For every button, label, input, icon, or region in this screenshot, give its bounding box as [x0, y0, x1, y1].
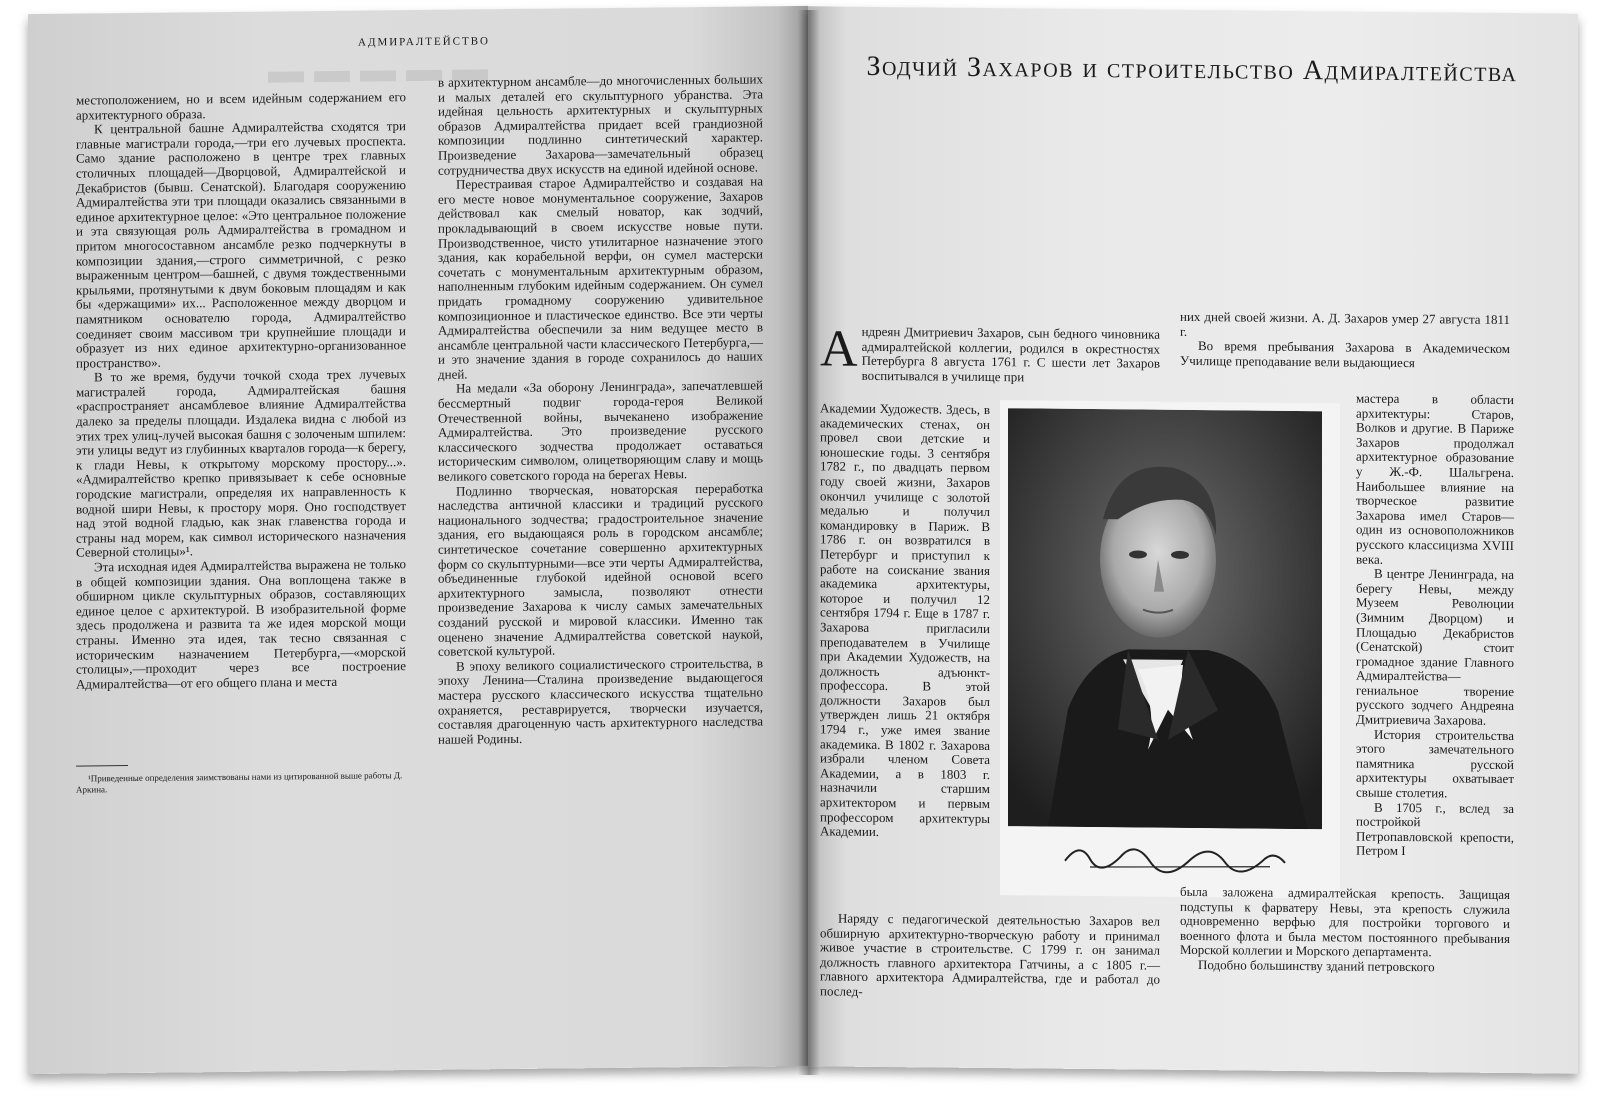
paragraph: История строительства этого замечательного памятника русской архитектуры охватывает свыше столетия. — [1356, 726, 1514, 801]
footnote: ¹Приведенные определения заимствованы нами из цитированной выше работы Д. Аркина. — [76, 770, 403, 795]
drop-cap: А — [820, 320, 858, 378]
paragraph: Подлинно творческая, новаторская переработка наследства античной классики и традиций русского национального зодчества; градостроительное значение здания, его выдающаяся роль в городском ансамбле; синтетическое сочетание совершенно архитектурных форм со скульптурными—все эти черты Адмиралтейства, объединенные глубокой идейной основой всего архитектурного замысла, позволяют отнести произведение Захарова к числу самых замечательных созданий русской и мировой классики. Именно так оценено значение Адмиралтейства советской наукой, советской культурой. — [438, 480, 763, 659]
paragraph: Наряду с педагогической деятельностью Захаров вел обширную архитектурно-творческую работу и принимал живое участие в строительстве. С 1799 г. он занимал должность главного архитектора Гатчины, а с 1805 г.—главного архитектора Адмиралтейства, где и работал до послед- — [820, 910, 1160, 999]
running-head: АДМИРАЛТЕЙСТВО — [358, 35, 491, 49]
paragraph: В 1705 г., вслед за постройкой Петропавловской крепости, Петром I — [1356, 799, 1514, 859]
portrait-image — [1008, 408, 1322, 829]
paragraph: Во время пребывания Захарова в Академическом Училище преподавание вели выдающиеся — [1180, 338, 1510, 370]
paragraph: В эпоху великого социалистического строительства, в эпоху Ленина—Сталина произведение выдающегося мастера русского классического искусства тщательно охраняется, реставрируется, творчески изучается, составляя драгоценную часть архитектурного наследства нашей Родины. — [438, 655, 763, 747]
open-book — [10, 10, 1590, 1085]
footnote-rule — [76, 765, 128, 767]
paragraph: На медали «За оборону Ленинграда», запечатлевшей бессмертный подвиг города-героя Великой Отечественной войны, вычеканено изображение Адмиралтейства. Это произведение русского классического зодчества продолжает оставаться историческим символом, олицетворяющим славу и мощь великого советского города на берегах Невы. — [438, 377, 763, 484]
portrait-plate — [1000, 400, 1340, 898]
bleed-through-text: ▬▬▬▬▬ — [258, 48, 488, 91]
paragraph: Эта исходная идея Адмиралтейства выражена не только в общей композиции здания. Она воплощена также в обширном цикле скульптурных образов, составляющих единое целое с архитектурой. В изобразительной форме здесь продолжена и развита та же идея морской мощи страны. Именно эта идея, так тесно связанная с историческим назначением Петербурга,—«морской столицы»,—проходит через все построение Адмиралтейства—от его общего плана и места — [76, 556, 406, 692]
paragraph: местоположением, но и всем идейным содержанием его архитектурного образа. — [76, 89, 406, 123]
paragraph: В то же время, будучи точкой схода трех лучевых магистралей города, Адмиралтейская башня «распространяет ансамблевое влияние Адмиралтейства далеко за пределы площади. Издалека видна с любой из этих трех улиц-лучей высокая башня с золоченым шпилем: эти улицы ведут из глубинных кварталов города—к берегу, к глади Невы, к открытому морскому простору...». «Адмиралтейство крепко привязывает к себе основные городские магистрали, определяя их направленность к водной шири Невы, к простору моря. Оно господствует над этой водной гладью, как знак главенства города и страны над морем, как символ исторического назначения Северной столицы»¹. — [76, 366, 406, 560]
right-right-top — [1180, 310, 1510, 372]
paragraph: Перестраивая старое Адмиралтейство и создавая на его месте новое монументальное сооружение, Захаров действовал как смелый новатор, как зодчий, прокладывающий в своем искусстве новые пути. Производственное, чисто утилитарное назначение этого здания, как корабельной верфи, он сумел мастерски сочетать с монументальным архитектурным образом, наполненным глубоким идейным содержанием. Он сумел придать громадному сооружению удивительное композиционное и пластическое единство. Все эти черты Адмиралтейства обеспечили за ним ведущее место в ансамбле центральной части классического Петербурга,—и это значение здания в городе сохранилось до наших дней. — [438, 173, 763, 382]
left-column-1 — [76, 90, 406, 692]
left-page — [28, 6, 808, 1074]
paragraph: была заложена адмиралтейская крепость. Защищая подступы к фарватеру Невы, эта крепость служила одновременно верфью для постройки торгового и военного флота и была местом постоянного пребывания Морской коллегии и Морского департамента. — [1180, 883, 1510, 960]
signature-icon — [1060, 831, 1290, 881]
paragraph: мастера в области архитектуры: Старов, Волков и другие. В Париже Захаров продолжал архитектурное образование у Ж.-Ф. Шальгрена. Наибольшее влияние на творческое развитие Захарова имел Старов—один из основоположников русского классицизма XVIII века. — [1356, 390, 1514, 567]
lead-paragraph — [820, 320, 1160, 386]
chapter-title: Зодчий Захаров и строительство Адмиралтейства — [866, 50, 1518, 89]
left-column-2 — [438, 72, 763, 747]
paragraph: в архитектурном ансамбле—до многочисленных больших и малых деталей его скульптурного убранства. Эта идейная цельность архитектурных и скульптурных образов Адмиралтейства придает всей грандиозной композиции подлинно синтетический характер. Произведение Захарова—замечательный образец сотрудничества двух искусств на единой идейной основе. — [438, 71, 763, 178]
bleed-through-text — [1193, 92, 1523, 335]
right-bottom-left — [820, 911, 1160, 1002]
book-gutter — [798, 10, 820, 1075]
paragraph: К центральной башне Адмиралтейства сходятся три главные магистрали города,—три его лучевых проспекта. Само здание расположено в центре трех главных столичных площадей—Дворцовой, Адмиралтейской и Декабристов (бывш. Сенатской). Благодаря сооружению Адмиралтейства эти три площади оказались связанными в единое архитектурное целое: «Это центральное положение и эта связующая роль Адмиралтейства в громадном и притом многосоставном ансамбле резко подчеркнуты в композиции здания,—строго симметричной, с резко выраженным центром—башней, с двумя тождественными крыльями, протянутыми к двум боковым площадям и как бы «держащими» их... Расположенное между дворцом и памятником основателю города, Адмиралтейство соединяет своим массивом три крупнейшие площади и образует из них единое архитектурно-организованное пространство». — [76, 118, 406, 371]
right-page — [808, 6, 1578, 1073]
paragraph: Подобно большинству зданий петровского — [1198, 957, 1435, 975]
right-narrow-column — [1356, 392, 1514, 861]
lead-text: ндреян Дмитриевич Захаров, сын бедного чиновника адмиралтейской коллегии, родился в окрестностях Петербурга 8 августа 1761 г. С шести лет Захаров воспитывался в училище при — [861, 323, 1160, 385]
paragraph: Академии Художеств. Здесь, в академических стенах, он провел свои детские и юношеские годы. 3 сентября 1782 г., по двадцать первом году своей жизни, Захаров окончил училище с золотой медалью и получил командировку в Париж. В 1786 г. он возвратился в Петербург и приступил к работе на соискание звания академика архитектуры, которое и получил 12 сентября 1794 г. Еще в 1787 г. Захарова пригласили преподавателем в Училище при Академии Художеств, на должность адъюнкт-профессора. В этой должности Захаров был утвержден лишь 21 октября 1794 г., уже имея звание академика. В 1802 г. Захарова избрали членом Совета Академии, а в 1803 г. назначили старшим архитектором и первым профессором архитектуры Академии. — [820, 400, 990, 840]
right-left-column — [820, 401, 990, 840]
paragraph: них дней своей жизни. А. Д. Захаров умер 27 августа 1811 г. — [1180, 308, 1510, 339]
paragraph: В центре Ленинграда, на берегу Невы, между Музеем Революции (Зимним Дворцом) и Площадью Декабристов (Сенатской) стоит громадное здание Главного Адмиралтейства—гениальное творение русского зодчего Андреяна Дмитриевича Захарова. — [1356, 565, 1514, 728]
right-right-bottom — [1180, 885, 1510, 976]
